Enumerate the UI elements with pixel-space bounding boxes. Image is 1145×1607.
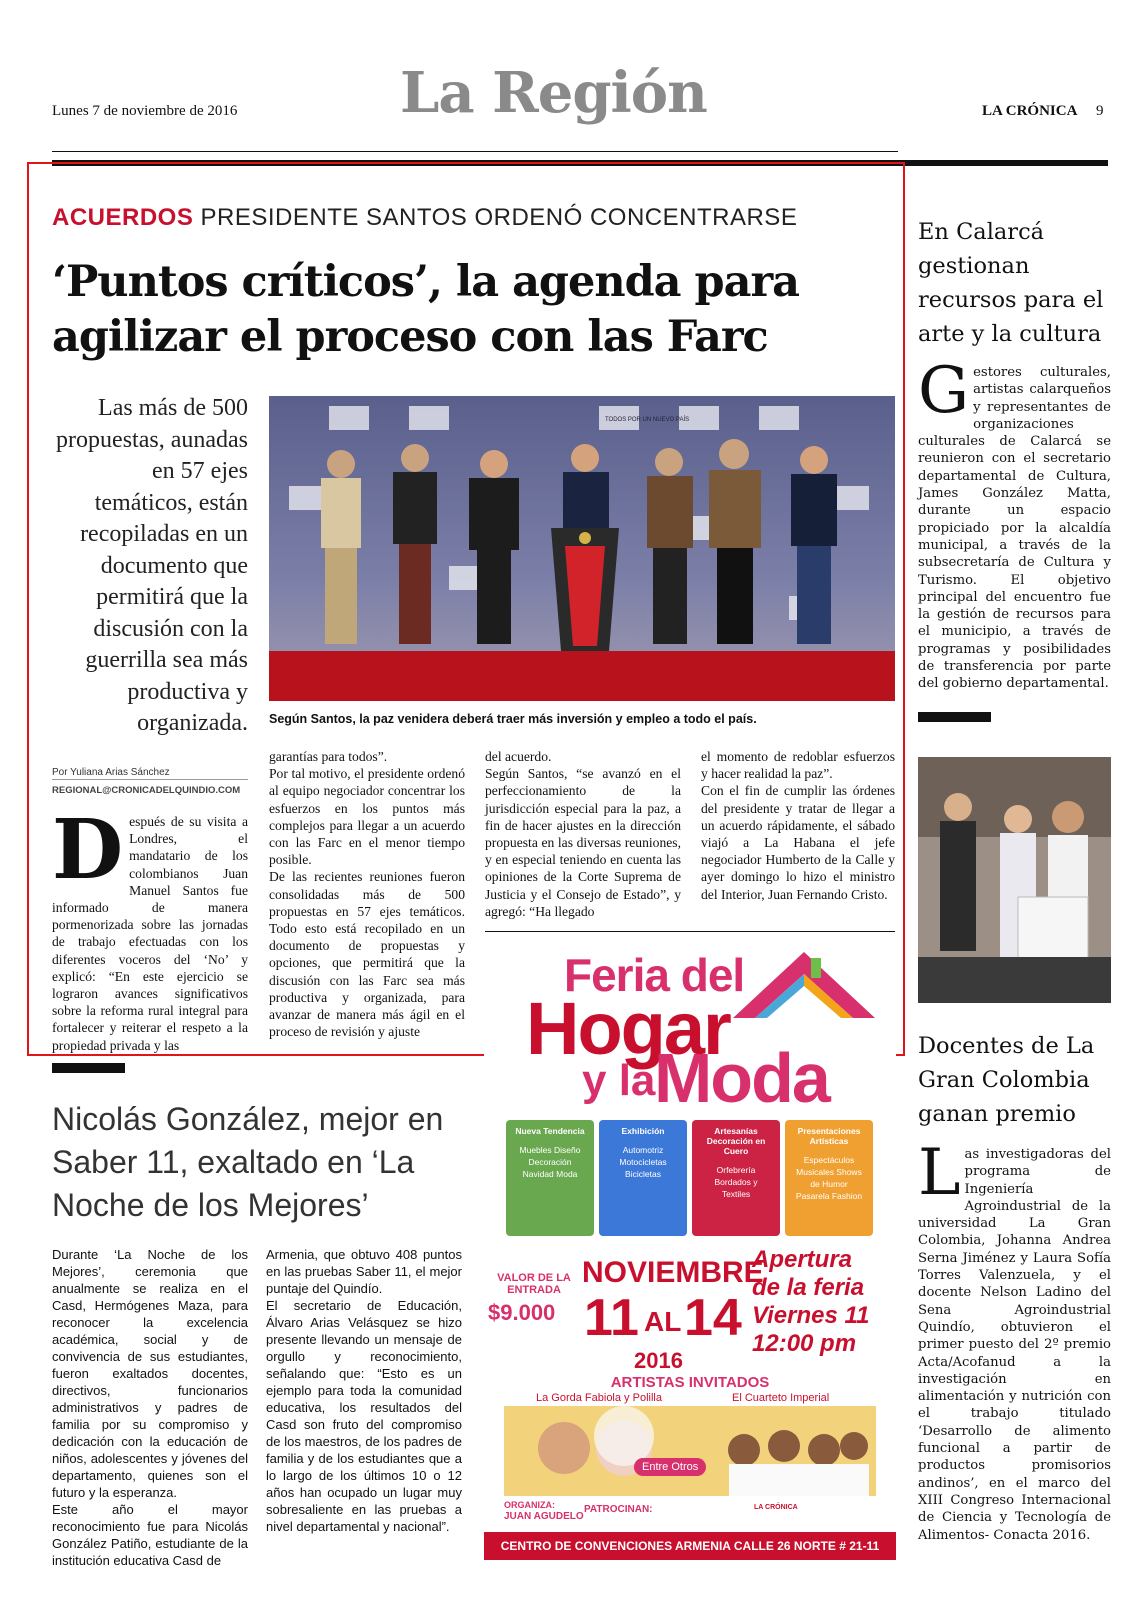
page-number: 9 [1096, 103, 1104, 119]
ad-sponsor-1: LA CRÓNICA [754, 1504, 798, 1511]
story-2-column-2: Armenia, que obtuvo 408 puntos en las pruebas Saber 11, el mejor puntaje del Quindío. El secretario de Educación, Álvaro Arias Velásquez se hizo presente llevando un mensaje de orgullo y reconocimiento, señalando que: “Esto es un ejemplo para toda la comunidad educativa, los resultados del Casd son fruto del compromiso de los maestros, de los padres de familia y de los estudiantes que a lo largo de los últimos 10 o 12 años han ocupado un lugar muy sobresaliente en las pruebas a nivel departamental y nacional”. [266, 1247, 462, 1534]
ad-organiza-name: JUAN AGUDELO [504, 1511, 584, 1522]
rail-story-2-text: as investigadoras del programa de Ingeniería Agroindustrial de la universidad La Gran Colombia, Johanna Andrea Serna Jiménez y Laura Sofía Torres Valenzuela, y el docente Nelson Ladino del Sena Agroindustrial Quindío, obtuvieron el primer puesto del 2º premio Acta/Acofanud a la investigación en alimentación y nutrición con el trabajo titulado ‘Desarrollo de alimento funcional a partir de productos promisorios andinos’, en el marco del XIII Congreso Internacional de Ciencia y Tecnología de Alimentos- Conacta 2016. [918, 1147, 1111, 1543]
header-rule-thin [52, 151, 898, 152]
photo-banner-text: TODOS POR UN NUEVO PAÍS [605, 417, 690, 423]
ad-box-4-head: Presentaciones Artísticas [797, 1126, 861, 1146]
ad-box-4 [785, 1120, 873, 1236]
ad-box-1-body: Muebles Diseño Decoración Navidad Moda [519, 1145, 581, 1179]
byline-email: REGIONAL@CRONICADELQUINDIO.COM [52, 785, 241, 796]
story-2-bar [52, 1063, 125, 1073]
headline-line-2: agilizar el proceso con las Farc [52, 312, 768, 362]
ad-organiza-label: ORGANIZA: [504, 1500, 555, 1510]
ad-al: AL [644, 1306, 682, 1337]
ad-line-2: Hogar [526, 987, 730, 1070]
rail-story-1-title: En Calarcá gestionan recursos para el arte y la cultura [918, 219, 1104, 347]
ad-box-2-body: Automotriz Motocicletas Bicicletas [619, 1145, 667, 1179]
rail-drop-cap-2: L [918, 1136, 961, 1210]
ad-line-3: y la [582, 1056, 656, 1105]
award-photo [918, 757, 1111, 1003]
ad-footer: CENTRO DE CONVENCIONES ARMENIA CALLE 26 NORTE # 21-11 [484, 1532, 896, 1560]
ad-box-4-body: Espectáculos Musicales Shows de Humor Pasarela Fashion [795, 1155, 863, 1201]
story-2-title: Nicolás González, mejor en Saber 11, exaltado en ‘La Noche de los Mejores’ [52, 1101, 444, 1223]
kicker-text: PRESIDENTE SANTOS ORDENÓ CONCENTRARSE [193, 204, 798, 231]
ad-price-label: VALOR DE LA ENTRADA [497, 1272, 571, 1296]
rail-bar-1 [918, 712, 991, 722]
ad-category-boxes [506, 1120, 876, 1242]
ad-price: $9.000 [488, 1300, 556, 1325]
ad-line-1: Feria del [564, 949, 745, 1001]
section-title: La Región [400, 60, 707, 126]
rail-story-1-text: estores culturales, artistas calarqueños y representantes de organizaciones culturales de Calarcá se reunieron con el secretario departamental de Cultura, James González Matta, durante un espacio propiciado por la alcaldía municipal, a través de la subsecretaría de Cultura y Turismo. El objetivo principal del encuentro fue la gestión de recursos para el municipio, a través de programas y posibilidades de transferencia por parte del gobierno departamental. [918, 365, 1111, 692]
ad-month: NOVIEMBRE [582, 1256, 764, 1289]
story-column-3: del acuerdo. Según Santos, “se avanzó en el perfeccionamiento de la jurisdicción especial para la paz, a fin de hacer ajustes en la dirección propuesta en las diversas reuniones, y en especial teniendo en cuenta las opiniones de la Corte Suprema de Justicia y el Consejo de Estado”, y agregó: “Ha llegado [485, 749, 681, 919]
story-lede: Las más de 500 propuestas, aunadas en 57 ejes temáticos, están recopiladas en un documento que permitirá que la discusión con la guerrilla sea más productiva y organizada. [56, 395, 248, 736]
story-column-2: garantías para todos”. Por tal motivo, el presidente ordenó al equipo negociador concentrar los esfuerzos en los puntos más complejos para llegar a un acuerdo con las Farc en el menor tiempo posible. De las recientes reuniones fueron consolidadas más de 500 propuestas en 57 ejes temáticos. Todo esto está recopilado en un documento de propuestas y opciones, que permitirá que la discusión con las Farc sea más productiva y organizada, para avanzar de manera más ágil en el proceso de revisión y ajuste [269, 749, 465, 1040]
newspaper-name: LA CRÓNICA [982, 103, 1078, 119]
ad-box-2-head: Exhibición [621, 1126, 665, 1136]
kicker-tag: ACUERDOS [52, 204, 194, 231]
ad-artist-1: La Gorda Fabiola y Polilla [536, 1392, 662, 1404]
ad-box-1-head: Nueva Tendencia [515, 1126, 585, 1136]
byline: Por Yuliana Arias Sánchez [52, 767, 170, 778]
ad-opening [752, 1246, 892, 1358]
ad-artists-title: ARTISTAS INVITADOS [610, 1374, 770, 1391]
ad-box-3 [692, 1120, 780, 1236]
highlight-frame [27, 162, 905, 1056]
photo-caption: Según Santos, la paz venidera deberá traer más inversión y empleo a todo el país. [269, 712, 757, 726]
drop-cap: D [52, 802, 124, 898]
ad-box-3-body: Orfebrería Bordados y Textiles [714, 1165, 758, 1199]
ad-artist-2: El Cuarteto Imperial [732, 1392, 830, 1404]
ad-sponsor-label: PATROCINAN: [584, 1504, 653, 1515]
ad-opening-2: de la feria [752, 1274, 865, 1301]
ad-line-4: Moda [654, 1039, 829, 1117]
ad-box-3-head: Artesanías Decoración en Cuero [706, 1126, 766, 1156]
ad-year: 2016 [634, 1348, 683, 1373]
story-2-column-1: Durante ‘La Noche de los Mejores’, ceremonia que anualmente se realiza en el Casd, Hermógenes Maza, para reconocer la excelencia académica, social y de convivencia de sus estudiantes, fueron exaltados docentes, directivos, funcionarios administrativos y padres de familia por su compromiso y dedicación con la educación de niños, adolescentes y jóvenes del departamento, quienes son el futuro y la esperanza. Este año el mayor reconocimiento fue para Nicolás González Patiño, estudiante de la institución educativa Casd de [52, 1247, 248, 1568]
rail-drop-cap-1: G [918, 354, 970, 428]
ad-day-to: 14 [684, 1289, 742, 1347]
ad-others-badge: Entre Otros [634, 1458, 706, 1476]
ad-day-from: 11 [584, 1289, 639, 1347]
headline-line-1: ‘Puntos críticos’, la agenda para [52, 257, 799, 307]
ad-opening-3: Viernes 11 [752, 1302, 870, 1329]
rail-story-2-body [918, 1136, 1111, 1544]
ad-opening-1: Apertura [752, 1246, 853, 1273]
rail-story-2-title: Docentes de La Gran Colombia ganan premio [918, 1033, 1095, 1127]
ad-box-1 [506, 1120, 594, 1236]
column-1-text: espués de su visita a Londres, el mandatario de los colombianos Juan Manuel Santos fue informado de manera pormenorizada sobre las jornadas de trabajo efectuadas con los diferentes voceros del ‘No’ y explicó: “En este ejercicio se lograron avances significativos sobre la reforma rural integral para fortalecer y reiterar el respeto a la propiedad privada y las [52, 814, 248, 1053]
story-column-4: el momento de redoblar esfuerzos y hacer realidad la paz”. Con el fin de cumplir las órdenes del presidente y tratar de llegar a un acuerdo rápidamente, el sábado viajó a La Habana el jefe negociador Humberto de la Calle y ayer domingo lo hizo el ministro del Interior, Juan Fernando Cristo. [701, 749, 895, 902]
rail-story-1-body [918, 354, 1111, 693]
ad-artists-photo [504, 1406, 876, 1496]
fair-advertisement [484, 938, 896, 1560]
ad-box-2 [599, 1120, 687, 1236]
ad-opening-4: 12:00 pm [752, 1330, 857, 1357]
issue-date: Lunes 7 de noviembre de 2016 [52, 103, 238, 119]
